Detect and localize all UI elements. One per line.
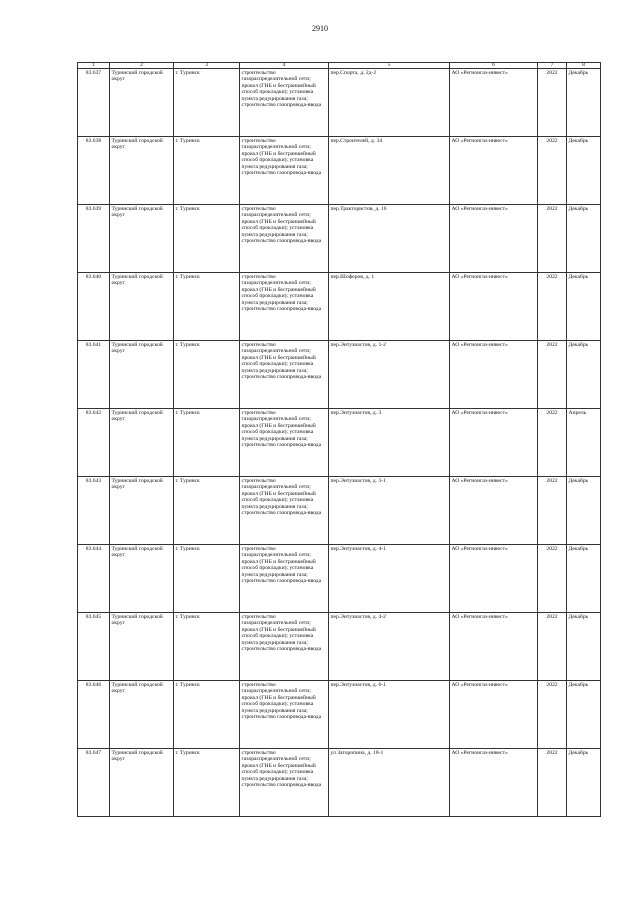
month-cell: Декабрь <box>567 545 601 613</box>
table-row <box>78 409 601 477</box>
organization-cell: АО «Регионгаз-инвест» <box>450 205 538 273</box>
organization-cell: АО «Регионгаз-инвест» <box>450 477 538 545</box>
address-cell: пер.Энтузиастов, д. 3 <box>329 409 450 477</box>
month-cell: Декабрь <box>567 205 601 273</box>
locality-cell: г. Туринск <box>174 273 240 341</box>
address-cell: пер.Энтузиастов, д. 1-2 <box>329 341 450 409</box>
gasification-schedule-table <box>77 62 601 817</box>
row-number: 83.637 <box>78 69 110 137</box>
locality-cell: г. Туринск <box>174 545 240 613</box>
organization-cell: АО «Регионгаз-инвест» <box>450 341 538 409</box>
year-cell: 2022 <box>538 137 567 205</box>
work-type-cell: строительство газораспределительной сети; прокол (ГНБ и бестраншейный способ прокладки); установка пункта редуцирования газа; строительство газопровода-ввода <box>240 749 329 817</box>
work-type-cell: строительство газораспределительной сети; прокол (ГНБ и бестраншейный способ прокладки); установка пункта редуцирования газа; строительство газопровода-ввода <box>240 205 329 273</box>
table-row <box>78 69 601 137</box>
organization-cell: АО «Регионгаз-инвест» <box>450 613 538 681</box>
column-header: 3 <box>174 63 240 69</box>
row-number: 83.643 <box>78 477 110 545</box>
column-header: 8 <box>567 63 601 69</box>
year-cell: 2022 <box>538 613 567 681</box>
work-type-cell: строительство газораспределительной сети; прокол (ГНБ и бестраншейный способ прокладки); установка пункта редуцирования газа; строительство газопровода-ввода <box>240 613 329 681</box>
year-cell: 2022 <box>538 545 567 613</box>
year-cell: 2022 <box>538 681 567 749</box>
work-type-cell: строительство газораспределительной сети; прокол (ГНБ и бестраншейный способ прокладки); установка пункта редуцирования газа; строительство газопровода-ввода <box>240 545 329 613</box>
table-row <box>78 749 601 817</box>
work-type-cell: строительство газораспределительной сети; прокол (ГНБ и бестраншейный способ прокладки); установка пункта редуцирования газа; строительство газопровода-ввода <box>240 681 329 749</box>
locality-cell: г. Туринск <box>174 613 240 681</box>
district-cell: Туринский городской округ <box>110 273 174 341</box>
district-cell: Туринский городской округ <box>110 69 174 137</box>
column-header: 2 <box>110 63 174 69</box>
table-row <box>78 613 601 681</box>
district-cell: Туринский городской округ <box>110 477 174 545</box>
year-cell: 2022 <box>538 341 567 409</box>
locality-cell: г. Туринск <box>174 69 240 137</box>
column-header: 6 <box>450 63 538 69</box>
row-number: 83.638 <box>78 137 110 205</box>
locality-cell: г. Туринск <box>174 477 240 545</box>
locality-cell: г. Туринск <box>174 749 240 817</box>
work-type-cell: строительство газораспределительной сети; прокол (ГНБ и бестраншейный способ прокладки); установка пункта редуцирования газа; строительство газопровода-ввода <box>240 69 329 137</box>
work-type-cell: строительство газораспределительной сети; прокол (ГНБ и бестраншейный способ прокладки); установка пункта редуцирования газа; строительство газопровода-ввода <box>240 409 329 477</box>
organization-cell: АО «Регионгаз-инвест» <box>450 409 538 477</box>
organization-cell: АО «Регионгаз-инвест» <box>450 273 538 341</box>
address-cell: пер.Шоферов, д. 1 <box>329 273 450 341</box>
table-row <box>78 545 601 613</box>
work-type-cell: строительство газораспределительной сети; прокол (ГНБ и бестраншейный способ прокладки); установка пункта редуцирования газа; строительство газопровода-ввода <box>240 137 329 205</box>
locality-cell: г. Туринск <box>174 341 240 409</box>
organization-cell: АО «Регионгаз-инвест» <box>450 545 538 613</box>
month-cell: Декабрь <box>567 137 601 205</box>
address-cell: пер.Энтузиастов, д. 4-2 <box>329 613 450 681</box>
district-cell: Туринский городской округ <box>110 749 174 817</box>
row-number: 83.642 <box>78 409 110 477</box>
locality-cell: г. Туринск <box>174 205 240 273</box>
column-header: 4 <box>240 63 329 69</box>
table-row <box>78 341 601 409</box>
year-cell: 2022 <box>538 205 567 273</box>
month-cell: Декабрь <box>567 273 601 341</box>
row-number: 83.639 <box>78 205 110 273</box>
row-number: 83.644 <box>78 545 110 613</box>
address-cell: пер.Энтузиастов, д. 6-1 <box>329 681 450 749</box>
table-row <box>78 477 601 545</box>
table-row <box>78 273 601 341</box>
month-cell: Декабрь <box>567 477 601 545</box>
table-row <box>78 681 601 749</box>
row-number: 83.647 <box>78 749 110 817</box>
address-cell: пер.Строителей, д. 34 <box>329 137 450 205</box>
district-cell: Туринский городской округ <box>110 137 174 205</box>
table-row <box>78 205 601 273</box>
year-cell: 2022 <box>538 749 567 817</box>
work-type-cell: строительство газораспределительной сети; прокол (ГНБ и бестраншейный способ прокладки); установка пункта редуцирования газа; строительство газопровода-ввода <box>240 341 329 409</box>
row-number: 83.640 <box>78 273 110 341</box>
column-header: 7 <box>538 63 567 69</box>
year-cell: 2022 <box>538 273 567 341</box>
column-header: 5 <box>329 63 450 69</box>
row-number: 83.646 <box>78 681 110 749</box>
month-cell: Декабрь <box>567 613 601 681</box>
organization-cell: АО «Регионгаз-инвест» <box>450 681 538 749</box>
work-type-cell: строительство газораспределительной сети; прокол (ГНБ и бестраншейный способ прокладки); установка пункта редуцирования газа; строительство газопровода-ввода <box>240 273 329 341</box>
row-number: 83.645 <box>78 613 110 681</box>
district-cell: Туринский городской округ <box>110 681 174 749</box>
organization-cell: АО «Регионгаз-инвест» <box>450 137 538 205</box>
district-cell: Туринский городской округ <box>110 341 174 409</box>
year-cell: 2022 <box>538 69 567 137</box>
organization-cell: АО «Регионгаз-инвест» <box>450 69 538 137</box>
address-cell: пер.Трактористов, д. 16 <box>329 205 450 273</box>
address-cell: пер.Спорта, д. 2д-2 <box>329 69 450 137</box>
address-cell: пер.Энтузиастов, д. 4-1 <box>329 545 450 613</box>
year-cell: 2022 <box>538 477 567 545</box>
district-cell: Туринский городской округ <box>110 409 174 477</box>
month-cell: Апрель <box>567 409 601 477</box>
district-cell: Туринский городской округ <box>110 205 174 273</box>
page-number: 2910 <box>312 24 328 33</box>
year-cell: 2022 <box>538 409 567 477</box>
locality-cell: г. Туринск <box>174 137 240 205</box>
month-cell: Декабрь <box>567 69 601 137</box>
address-cell: пер.Энтузиастов, д. 3-1 <box>329 477 450 545</box>
month-cell: Декабрь <box>567 749 601 817</box>
organization-cell: АО «Регионгаз-инвест» <box>450 749 538 817</box>
district-cell: Туринский городской округ <box>110 613 174 681</box>
address-cell: ул Заторопина, д. 18-1 <box>329 749 450 817</box>
month-cell: Декабрь <box>567 341 601 409</box>
locality-cell: г. Туринск <box>174 681 240 749</box>
locality-cell: г. Туринск <box>174 409 240 477</box>
work-type-cell: строительство газораспределительной сети; прокол (ГНБ и бестраншейный способ прокладки); установка пункта редуцирования газа; строительство газопровода-ввода <box>240 477 329 545</box>
district-cell: Туринский городской округ <box>110 545 174 613</box>
column-header: 1 <box>78 63 110 69</box>
month-cell: Декабрь <box>567 681 601 749</box>
row-number: 83.641 <box>78 341 110 409</box>
table-row <box>78 137 601 205</box>
